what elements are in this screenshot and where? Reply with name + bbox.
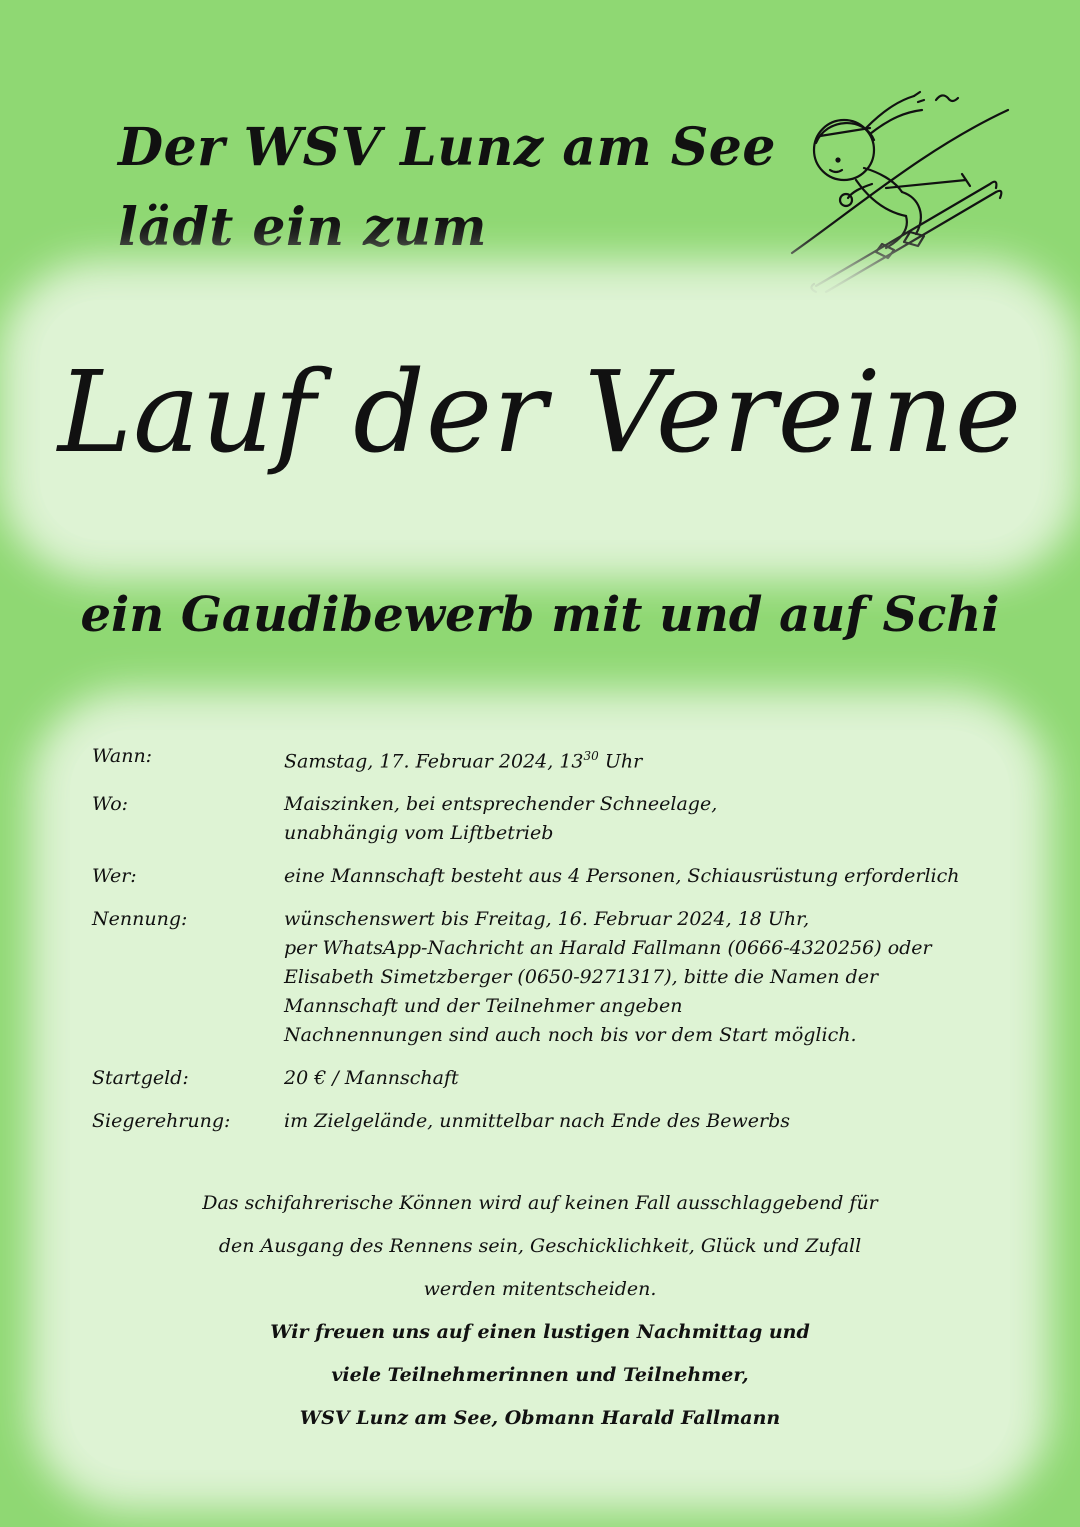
detail-label: Nennung: xyxy=(92,908,188,931)
detail-line: Nachnennungen sind auch noch bis vor dem Start möglich. xyxy=(284,1024,857,1047)
date-time-text: Samstag, 17. Februar 2024, 13 xyxy=(284,750,584,773)
detail-value xyxy=(284,905,932,1050)
detail-line: per WhatsApp-Nachricht an Harald Fallmann (0666-4320256) oder xyxy=(284,937,932,960)
closing-bold-line: Wir freuen uns auf einen lustigen Nachmittag und xyxy=(270,1321,810,1343)
detail-row-wann xyxy=(92,742,1032,776)
closing-line: den Ausgang des Rennens sein, Geschicklichkeit, Glück und Zufall xyxy=(218,1235,862,1257)
skier-illustration-icon xyxy=(786,88,1014,298)
detail-value: im Zielgelände, unmittelbar nach Ende des Bewerbs xyxy=(284,1110,790,1133)
time-suffix: Uhr xyxy=(598,750,643,773)
detail-label: Wann: xyxy=(92,745,153,767)
detail-value: 20 € / Mannschaft xyxy=(284,1067,459,1090)
event-subtitle: ein Gaudibewerb mit und auf Schi xyxy=(80,587,1000,643)
detail-row-wo xyxy=(92,790,1032,848)
event-details xyxy=(92,742,1032,1150)
closing-line: werden mitentscheiden. xyxy=(423,1278,657,1300)
detail-value: eine Mannschaft besteht aus 4 Personen, Schiausrüstung erforderlich xyxy=(284,865,960,888)
header-line-1: Der WSV Lunz am See xyxy=(118,117,776,178)
detail-value xyxy=(284,790,717,848)
detail-row-startgeld xyxy=(92,1064,1032,1093)
invitation-header xyxy=(118,108,776,268)
detail-value xyxy=(284,742,642,776)
closing-bold-line: viele Teilnehmerinnen und Teilnehmer, xyxy=(331,1364,749,1386)
detail-line: wünschenswert bis Freitag, 16. Februar 2024, 18 Uhr, xyxy=(284,908,810,931)
detail-row-siegerehrung xyxy=(92,1107,1032,1136)
closing-line: Das schifahrerische Können wird auf keinen Fall ausschlaggebend für xyxy=(202,1192,878,1214)
detail-row-nennung xyxy=(92,905,1032,1050)
detail-label: Wer: xyxy=(92,865,137,888)
signature-line: WSV Lunz am See, Obmann Harald Fallmann xyxy=(299,1407,781,1429)
detail-line: Mannschaft und der Teilnehmer angeben xyxy=(284,995,683,1018)
detail-label: Startgeld: xyxy=(92,1067,189,1090)
detail-line: Elisabeth Simetzberger (0650-9271317), bitte die Namen der xyxy=(284,966,879,989)
detail-label: Wo: xyxy=(92,793,129,816)
detail-line: Maiszinken, bei entsprechender Schneelage, xyxy=(284,793,718,816)
event-title: Lauf der Vereine xyxy=(57,348,1023,478)
time-minutes: 30 xyxy=(583,749,599,763)
detail-label: Siegerehrung: xyxy=(92,1110,231,1133)
detail-row-wer xyxy=(92,862,1032,891)
closing-text xyxy=(0,1182,1080,1440)
header-line-2: lädt ein zum xyxy=(118,197,488,258)
detail-line: unabhängig vom Liftbetrieb xyxy=(284,822,554,845)
